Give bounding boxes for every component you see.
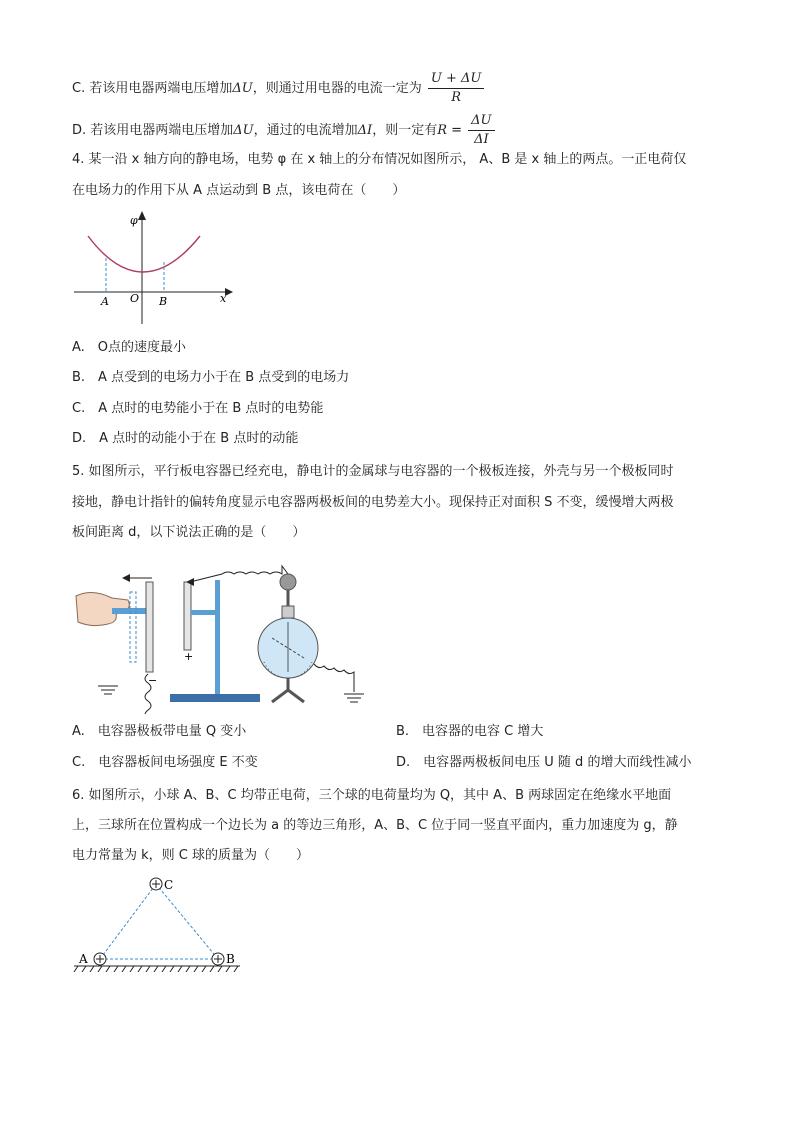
q3-option-c: C. 若该用电器两端电压增加ΔU，则通过用电器的电流一定为 $\frac{U + \Delta U}{R}$ <box>72 70 486 107</box>
phi-axis-arrow <box>138 211 146 220</box>
ball-b <box>212 953 224 965</box>
q4-stem-line1: 4. 某一沿 x 轴方向的静电场，电势 φ 在 x 轴上的分布情况如图所示， A、B 是 x 轴上的两点。一正电荷仅 <box>72 152 687 167</box>
plus-sign: + <box>184 650 194 663</box>
plate-original-position <box>130 592 136 662</box>
point-a-label: A <box>101 295 109 308</box>
q5-option-c: C. 电容器板间电场强度 E 不变 <box>72 755 258 770</box>
q4-option-b: B. A 点受到的电场力小于在 B 点受到的电场力 <box>72 370 350 385</box>
q5-option-d: D. 电容器两极板间电压 U 随 d 的增大而线性减小 <box>396 755 692 770</box>
q5-stem-line3: 板间距离 d，以下说法正确的是（ ） <box>72 525 306 540</box>
q6-stem-line2: 上，三球所在位置构成一个边长为 a 的等边三角形，A、B、C 位于同一竖直平面内，重力加速度为 g，静 <box>72 818 678 833</box>
q3-c-fraction: $\frac{U + \Delta U}{R}$ <box>428 70 484 107</box>
q4-option-c: C. A 点时的电势能小于在 B 点时的电势能 <box>72 401 324 416</box>
q5-stem-line2: 接地，静电计指针的偏转角度显示电容器两极板间的电势差大小。现保持正对面积 S 不变，缓慢增大两极 <box>72 495 674 510</box>
q4-option-a: A. O点的速度最小 <box>72 340 187 355</box>
electrometer-feet <box>272 690 304 702</box>
ball-c <box>150 878 162 890</box>
q4-potential-graph <box>70 208 235 328</box>
ball-a <box>94 953 106 965</box>
q5-option-a: A. 电容器极板带电量 Q 变小 <box>72 724 247 739</box>
q4-stem-line2: 在电场力的作用下从 A 点运动到 B 点，该电荷在（ ） <box>72 183 406 198</box>
move-arrowhead <box>122 574 130 582</box>
right-ground-wire <box>314 664 354 692</box>
connecting-wire <box>190 566 288 582</box>
left-plate <box>146 582 153 672</box>
label-a: A <box>79 952 88 966</box>
origin-label: O <box>130 292 140 305</box>
q3-d-fraction: $\frac{\Delta U}{\Delta I}$ <box>468 112 494 149</box>
plate-clamp <box>191 610 217 615</box>
q5-stem-line1: 5. 如图所示，平行板电容器已经充电，静电计的金属球与电容器的一个极板连接，外壳与另一个极板同时 <box>72 464 674 479</box>
electrometer-insulator <box>282 606 294 618</box>
label-c: C <box>164 878 174 892</box>
stand-base <box>170 694 260 702</box>
stand-pole <box>215 580 220 696</box>
q6-stem-line3: 电力常量为 k，则 C 球的质量为（ ） <box>72 848 310 863</box>
electrometer-ball <box>280 574 296 590</box>
right-plate <box>184 582 191 650</box>
q5-capacitor-electrometer-figure <box>72 552 372 714</box>
phi-label: φ <box>130 214 138 227</box>
q4-option-d: D. A 点时的动能小于在 B 点时的动能 <box>72 431 299 446</box>
label-b: B <box>226 952 235 966</box>
minus-sign: − <box>148 674 158 687</box>
side-ac <box>100 884 156 959</box>
q3-option-d: D. 若该用电器两端电压增加ΔU，通过的电流增加ΔI，则一定有R = $\frac{\Delta U}{\Delta I}$ <box>72 112 497 149</box>
q6-triangle-figure <box>70 872 250 972</box>
handle-rod <box>112 608 146 614</box>
q5-option-b: B. 电容器的电容 C 增大 <box>396 724 544 739</box>
x-label: x <box>220 292 227 305</box>
point-b-label: B <box>159 295 168 308</box>
potential-curve <box>88 236 200 272</box>
side-bc <box>156 884 218 959</box>
q6-stem-line1: 6. 如图所示，小球 A、B、C 均带正电荷，三个球的电荷量均为 Q，其中 A、B 两球固定在绝缘水平地面 <box>72 788 672 803</box>
ground-hatching <box>74 966 238 972</box>
